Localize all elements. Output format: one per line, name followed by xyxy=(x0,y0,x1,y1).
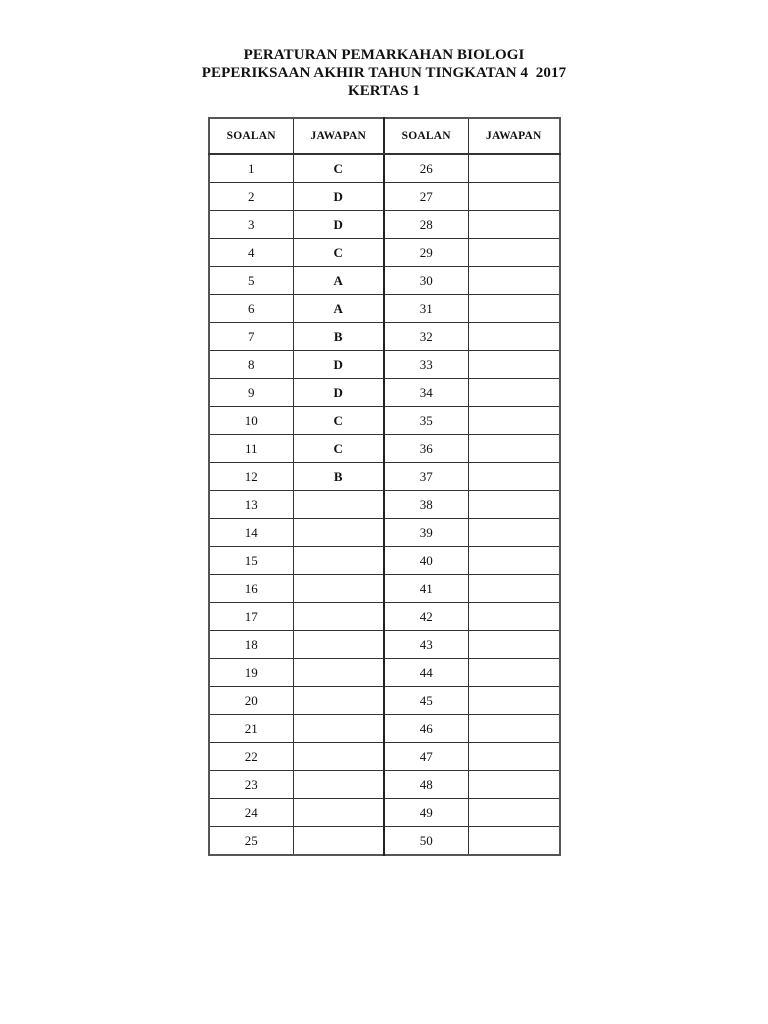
question-number-cell: 19 xyxy=(209,659,293,687)
question-number-cell: 42 xyxy=(384,603,468,631)
table-row xyxy=(209,547,560,575)
question-number-cell: 13 xyxy=(209,491,293,519)
table-row xyxy=(209,687,560,715)
answer-cell xyxy=(293,491,384,519)
table-row xyxy=(209,323,560,351)
question-number-cell: 26 xyxy=(384,154,468,183)
answer-cell xyxy=(293,547,384,575)
question-number-cell: 8 xyxy=(209,351,293,379)
column-header-soalan-2: SOALAN xyxy=(384,118,468,154)
question-number-cell: 7 xyxy=(209,323,293,351)
answer-cell xyxy=(468,715,560,743)
question-number-cell: 31 xyxy=(384,295,468,323)
table-row xyxy=(209,715,560,743)
answer-cell: D xyxy=(293,351,384,379)
question-number-cell: 1 xyxy=(209,154,293,183)
question-number-cell: 4 xyxy=(209,239,293,267)
title-line-2: PEPERIKSAAN AKHIR TAHUN TINGKATAN 4 2017 xyxy=(201,65,567,81)
question-number-cell: 18 xyxy=(209,631,293,659)
question-number-cell: 10 xyxy=(209,407,293,435)
answer-cell: C xyxy=(293,239,384,267)
question-number-cell: 24 xyxy=(209,799,293,827)
answer-key-table xyxy=(208,117,561,856)
question-number-cell: 17 xyxy=(209,603,293,631)
question-number-cell: 45 xyxy=(384,687,468,715)
answer-cell: D xyxy=(293,183,384,211)
table-row xyxy=(209,575,560,603)
table-row xyxy=(209,435,560,463)
question-number-cell: 22 xyxy=(209,743,293,771)
table-row xyxy=(209,407,560,435)
answer-cell xyxy=(293,687,384,715)
table-row xyxy=(209,631,560,659)
table-body xyxy=(209,154,560,855)
table-row xyxy=(209,351,560,379)
answer-cell: C xyxy=(293,154,384,183)
table-row xyxy=(209,743,560,771)
answer-cell xyxy=(468,351,560,379)
question-number-cell: 49 xyxy=(384,799,468,827)
answer-cell xyxy=(293,519,384,547)
table-row xyxy=(209,211,560,239)
question-number-cell: 11 xyxy=(209,435,293,463)
answer-cell xyxy=(293,603,384,631)
table-row xyxy=(209,239,560,267)
question-number-cell: 23 xyxy=(209,771,293,799)
question-number-cell: 34 xyxy=(384,379,468,407)
title-line-1: PERATURAN PEMARKAHAN BIOLOGI xyxy=(243,47,525,63)
answer-cell xyxy=(468,295,560,323)
question-number-cell: 46 xyxy=(384,715,468,743)
answer-cell xyxy=(293,575,384,603)
question-number-cell: 5 xyxy=(209,267,293,295)
question-number-cell: 30 xyxy=(384,267,468,295)
answer-cell xyxy=(468,547,560,575)
question-number-cell: 3 xyxy=(209,211,293,239)
table-row xyxy=(209,799,560,827)
question-number-cell: 6 xyxy=(209,295,293,323)
answer-cell xyxy=(293,743,384,771)
table-row xyxy=(209,154,560,183)
question-number-cell: 39 xyxy=(384,519,468,547)
answer-cell xyxy=(468,575,560,603)
question-number-cell: 40 xyxy=(384,547,468,575)
question-number-cell: 27 xyxy=(384,183,468,211)
table-row xyxy=(209,603,560,631)
answer-cell xyxy=(468,631,560,659)
answer-cell: B xyxy=(293,323,384,351)
answer-cell xyxy=(468,603,560,631)
answer-cell xyxy=(468,687,560,715)
question-number-cell: 47 xyxy=(384,743,468,771)
answer-cell xyxy=(468,267,560,295)
question-number-cell: 21 xyxy=(209,715,293,743)
table-row xyxy=(209,295,560,323)
question-number-cell: 20 xyxy=(209,687,293,715)
answer-cell xyxy=(293,771,384,799)
table-row xyxy=(209,267,560,295)
answer-cell xyxy=(293,659,384,687)
answer-cell xyxy=(293,631,384,659)
question-number-cell: 25 xyxy=(209,827,293,856)
question-number-cell: 36 xyxy=(384,435,468,463)
answer-cell: B xyxy=(293,463,384,491)
answer-cell: C xyxy=(293,407,384,435)
table-header-row xyxy=(209,118,560,154)
answer-cell xyxy=(468,659,560,687)
question-number-cell: 50 xyxy=(384,827,468,856)
table-row xyxy=(209,379,560,407)
table-row xyxy=(209,463,560,491)
answer-cell xyxy=(468,183,560,211)
answer-cell xyxy=(468,435,560,463)
answer-cell xyxy=(468,154,560,183)
answer-cell xyxy=(468,827,560,856)
question-number-cell: 15 xyxy=(209,547,293,575)
answer-cell xyxy=(468,379,560,407)
answer-cell xyxy=(468,407,560,435)
answer-cell xyxy=(468,799,560,827)
question-number-cell: 28 xyxy=(384,211,468,239)
answer-cell xyxy=(468,463,560,491)
table-row xyxy=(209,827,560,856)
question-number-cell: 9 xyxy=(209,379,293,407)
answer-cell xyxy=(468,239,560,267)
table-row xyxy=(209,771,560,799)
question-number-cell: 14 xyxy=(209,519,293,547)
answer-cell: D xyxy=(293,379,384,407)
answer-cell xyxy=(293,799,384,827)
answer-cell xyxy=(293,827,384,856)
table-row xyxy=(209,659,560,687)
document-title xyxy=(0,46,768,100)
table-row xyxy=(209,519,560,547)
question-number-cell: 32 xyxy=(384,323,468,351)
question-number-cell: 43 xyxy=(384,631,468,659)
answer-cell xyxy=(293,715,384,743)
question-number-cell: 12 xyxy=(209,463,293,491)
question-number-cell: 35 xyxy=(384,407,468,435)
table-row xyxy=(209,183,560,211)
question-number-cell: 16 xyxy=(209,575,293,603)
answer-cell xyxy=(468,519,560,547)
question-number-cell: 48 xyxy=(384,771,468,799)
answer-cell: D xyxy=(293,211,384,239)
question-number-cell: 44 xyxy=(384,659,468,687)
answer-cell xyxy=(468,491,560,519)
answer-cell xyxy=(468,743,560,771)
answer-cell: A xyxy=(293,295,384,323)
answer-cell xyxy=(468,211,560,239)
title-line-3: KERTAS 1 xyxy=(347,83,421,99)
answer-cell xyxy=(468,771,560,799)
column-header-soalan-1: SOALAN xyxy=(209,118,293,154)
answer-cell xyxy=(468,323,560,351)
column-header-jawapan-1: JAWAPAN xyxy=(293,118,384,154)
question-number-cell: 37 xyxy=(384,463,468,491)
answer-cell: A xyxy=(293,267,384,295)
table-row xyxy=(209,491,560,519)
question-number-cell: 2 xyxy=(209,183,293,211)
question-number-cell: 38 xyxy=(384,491,468,519)
question-number-cell: 33 xyxy=(384,351,468,379)
column-header-jawapan-2: JAWAPAN xyxy=(468,118,560,154)
question-number-cell: 29 xyxy=(384,239,468,267)
answer-cell: C xyxy=(293,435,384,463)
question-number-cell: 41 xyxy=(384,575,468,603)
